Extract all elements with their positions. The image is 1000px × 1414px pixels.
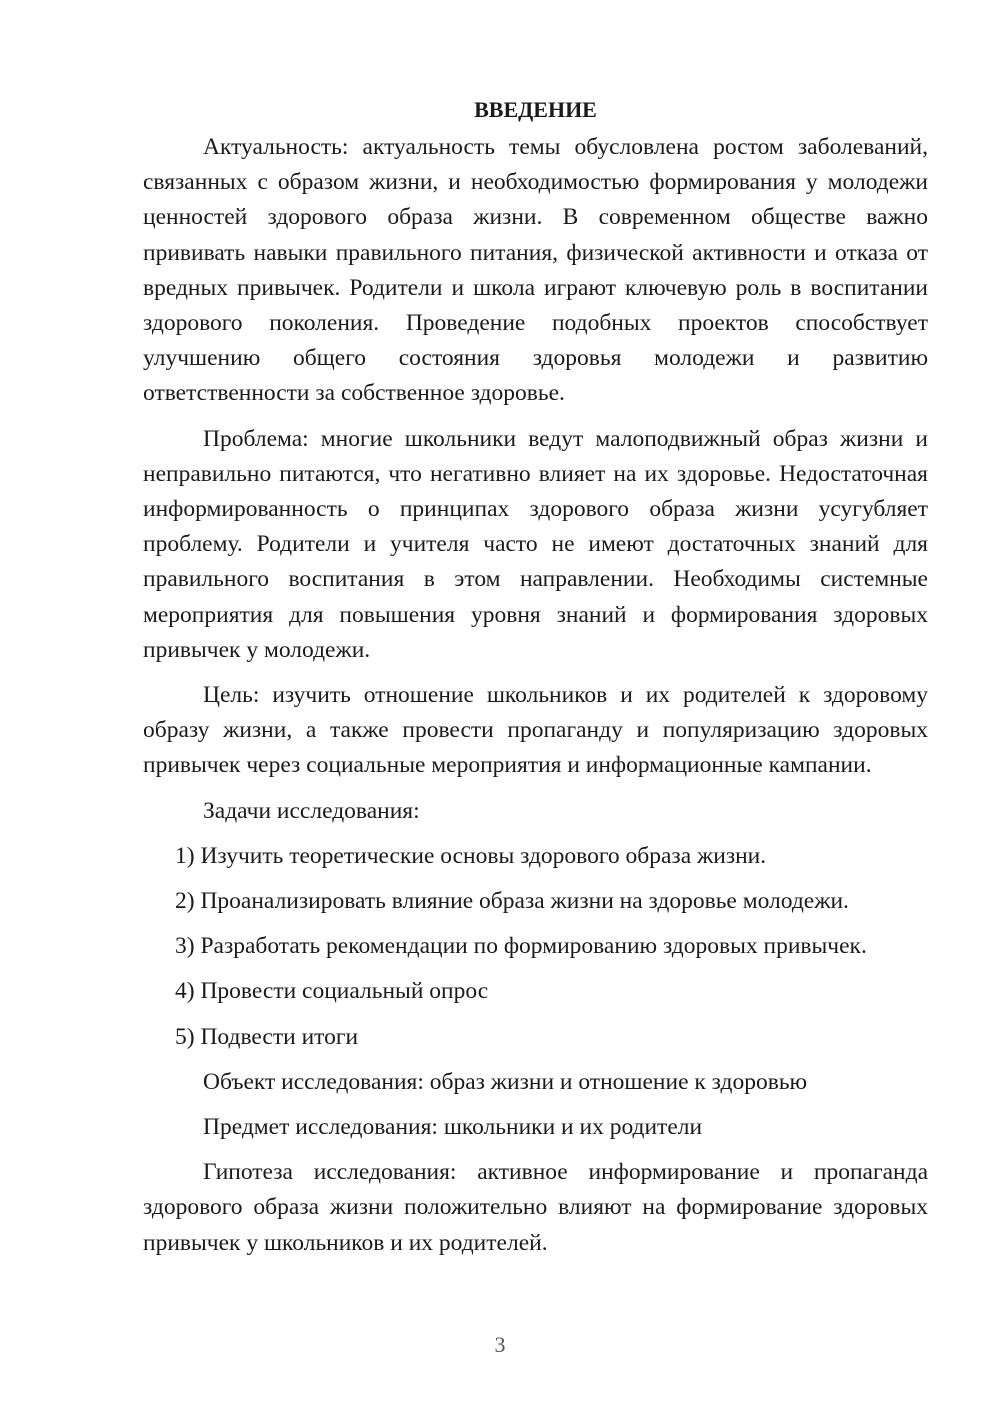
tasks-heading: Задачи исследования: [203, 797, 420, 824]
list-item: 4) Провести социальный опрос [175, 978, 489, 1005]
research-subject: Предмет исследования: школьники и их родители [203, 1114, 703, 1141]
page-number: 3 [494, 1332, 506, 1357]
list-item: 1) Изучить теоретические основы здорового образа жизни. [175, 842, 767, 869]
hypothesis-paragraph: Гипотеза исследования: активное информирование и пропаганда здорового образа жизни положительно влияют на формирование здоровых привычек у школьников и их родителей. [143, 1159, 928, 1256]
list-item: 3) Разработать рекомендации по формированию здоровых привычек. [175, 933, 867, 960]
problem-paragraph: Проблема: многие школьники ведут малоподвижный образ жизни и неправильно питаются, что негативно влияет на их здоровье. Недостаточная информированность о принципах здорового образа жизни усугубляет проблему. Родители и учителя часто не имеют достаточных знаний для правильного воспитания в этом направлении. Необходимы системные мероприятия для повышения уровня знаний и формирования здоровых привычек у молодежи. [143, 425, 928, 663]
page-title: ВВЕДЕНИЕ [474, 97, 597, 122]
goal-paragraph: Цель: изучить отношение школьников и их родителей к здоровому образу жизни, а также провести пропаганду и популяризацию здоровых привычек через социальные мероприятия и информационные кампании. [143, 682, 928, 779]
relevance-paragraph: Актуальность: актуальность темы обусловлена ростом заболеваний, связанных с образом жизни, и необходимостью формирования у молодежи ценностей здорового образа жизни. В современном обществе важно прививать навыки правильного питания, физической активности и отказа от вредных привычек. Родители и школа играют ключевую роль в воспитании здорового поколения. Проведение подобных проектов способствует улучшению общего состояния здоровья молодежи и развитию ответственности за собственное здоровье. [143, 134, 928, 407]
research-object: Объект исследования: образ жизни и отношение к здоровью [203, 1068, 808, 1095]
list-item: 5) Подвести итоги [175, 1023, 359, 1050]
tasks-list [143, 839, 928, 1055]
document-page [143, 92, 928, 1271]
list-item: 2) Проанализировать влияние образа жизни на здоровье молодежи. [175, 888, 849, 915]
